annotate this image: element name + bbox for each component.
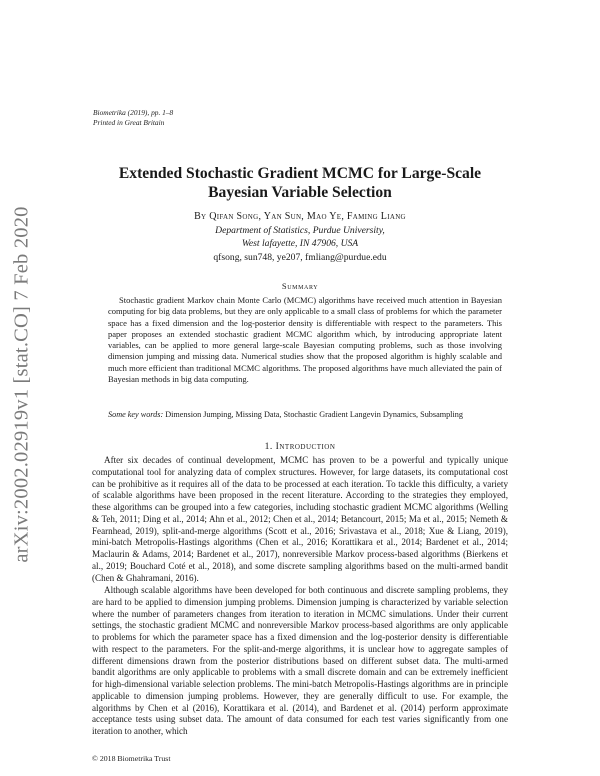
keywords-text: Dimension Jumping, Missing Data, Stochastic Gradient Langevin Dynamics, Subsampling <box>165 410 463 419</box>
section-heading-introduction: 1. Introduction <box>264 441 336 452</box>
paper-title <box>92 164 508 202</box>
arxiv-identifier-stamp <box>0 184 44 584</box>
paper-title-line-2: Bayesian Variable Selection <box>208 184 392 201</box>
journal-header <box>93 108 173 128</box>
author-list: By Qifan Song, Yan Sun, Mao Ye, Faming Liang <box>194 211 406 222</box>
affiliation <box>92 225 508 250</box>
summary-heading: Summary <box>281 281 319 291</box>
journal-printed: Printed in Great Britain <box>93 118 165 127</box>
summary-abstract: Stochastic gradient Markov chain Monte Carlo (MCMC) algorithms have received much attention in Bayesian computing for big data problems, but they are only applicable to a small class of problems for which the parameter space has a fixed dimension and the log-posterior density is differentiable with respect to the parameters. This paper proposes an extended stochastic gradient MCMC algorithm which, by introducing appropriate latent variables, can be applied to more general large-scale Bayesian computing problems, such as those involving dimension jumping and missing data. Numerical studies show that the proposed algorithm is highly scalable and much more efficient than traditional MCMC algorithms. The proposed algorithms have much alleviated the pain of Bayesian methods in big data computing. <box>108 295 502 385</box>
keywords-label: Some key words: <box>108 410 164 419</box>
paper-title-line-1: Extended Stochastic Gradient MCMC for Large-Scale <box>118 165 482 182</box>
copyright-notice: © 2018 Biometrika Trust <box>92 754 171 763</box>
affiliation-line-1: Department of Statistics, Purdue University, <box>215 225 385 236</box>
author-emails: qfsong, sun748, ye207, fmliang@purdue.edu <box>213 252 387 263</box>
keywords <box>108 409 502 420</box>
journal-citation: Biometrika (2019), pp. 1–8 <box>93 108 174 117</box>
intro-paragraph-2: Although scalable algorithms have been developed for both continuous and discrete sampling problems, they are hard to be applied to dimension jumping problems. Dimension jumping is characterized by variable selection where the number of parameters changes from iteration to iteration in MCMC simulations. Under their current settings, the stochastic gradient MCMC and nonreversible Markov process-based algorithms are only applicable to problems for which the parameter space has a fixed dimension and the log-posterior density is differentiable with respect to the parameters. For the split-and-merge algorithms, it is unclear how to aggregate samples of different dimensions drawn from the posterior distributions based on different subset data. The multi-armed bandit algorithms are only applicable to problems with a small discrete domain and can be extremely inefficient for high-dimensional variable selection problems. The mini-batch Metropolis-Hastings algorithms are in principle applicable to dimension jumping problems. However, they are generally difficult to use. For example, the algorithms by Chen et al (2016), Korattikara et al. (2014), and Bardenet et al. (2014) perform approximate acceptance tests using subset data. The amount of data consumed for each test varies significantly from one iteration to another, which <box>92 585 508 736</box>
affiliation-line-2: West lafayette, IN 47906, USA <box>241 237 359 249</box>
intro-paragraph-1: After six decades of continual development, MCMC has proven to be a powerful and typically unique computational tool for analyzing data of complex structures. However, for large datasets, its computational cost can be prohibitive as it requires all of the data to be processed at each iteration. To tackle this difficulty, a variety of scalable algorithms have been proposed in the recent literature. According to the strategies they employed, these algorithms can be grouped into a few categories, including stochastic gradient MCMC algorithms (Welling & Teh, 2011; Ding et al., 2014; Ahn et al., 2012; Chen et al., 2014; Betancourt, 2015; Ma et al., 2015; Nemeth & Fearnhead, 2019), split-and-merge algorithms (Scott et al., 2016; Srivastava et al., 2018; Xue & Liang, 2019), mini-batch Metropolis-Hastings algorithms (Chen et al., 2016; Korattikara et al., 2014; Bardenet et al., 2014; Maclaurin & Adams, 2014; Bardenet et al., 2017), nonreversible Markov process-based algorithms (Bierkens et al., 2019; Bouchard Coté et al., 2018), and some discrete sampling algorithms based on the multi-armed bandit (Chen & Ghahramani, 2016). <box>92 455 508 583</box>
arxiv-identifier-text: arXiv:2002.02919v1 [stat.CO] 7 Feb 2020 <box>10 205 33 563</box>
